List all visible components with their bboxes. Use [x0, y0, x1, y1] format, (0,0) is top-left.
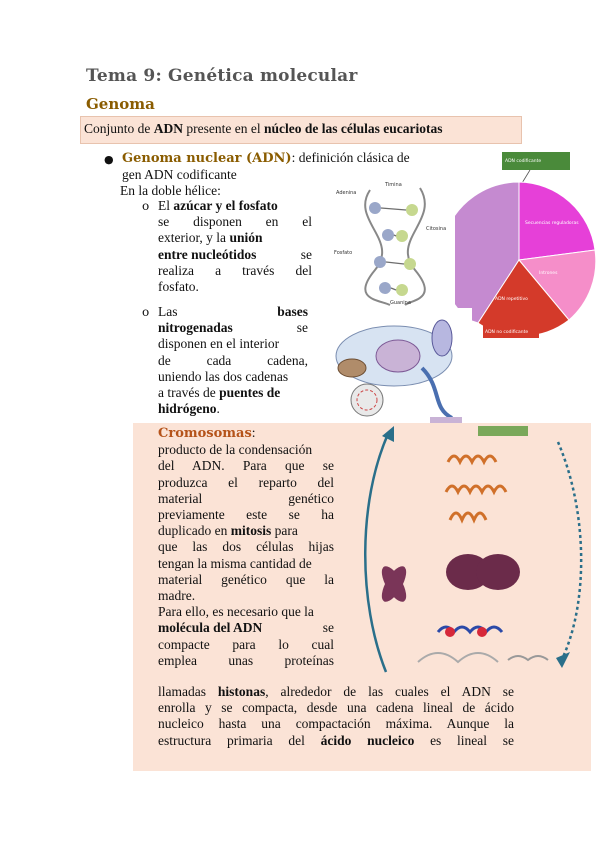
bullet-dot: ●	[104, 153, 114, 166]
dna-label-cytosine: Citosina	[426, 226, 447, 232]
page-title: Tema 9: Genética molecular	[86, 66, 358, 86]
nuclear-genome-heading: Genoma nuclear (ADN): definición clásica de gen ADN codificante	[122, 150, 410, 183]
double-helix-label: En la doble hélice:	[120, 183, 221, 198]
pie-label-repetitive: ADN repetitivo	[495, 297, 528, 302]
sub-bullet-1: o	[142, 199, 150, 213]
pie-label-introns: Intrones	[539, 271, 558, 276]
item-nitrogen-bases: Las bases nitrogenadas se disponen en el interior de cada cadena, uniendo las dos cadenas a través de puentes de hidrógeno.	[158, 304, 308, 417]
pie-label-regulatory: Secuencias reguladoras	[525, 221, 579, 226]
cromosomas-heading: Cromosomas	[158, 426, 252, 441]
genome-pie-figure	[455, 150, 599, 345]
pie-label-coding: ADN codificante	[505, 159, 542, 164]
dna-label-thymine: Timina	[385, 182, 402, 188]
dna-label-phosphate: Fosfato	[334, 250, 353, 256]
definition-text: Conjunto de ADN presente en el núcleo de las células eucariotas	[84, 121, 443, 136]
item-sugar-phosphate: El azúcar y el fosfato se disponen en el exterior, y la unión entre nucleótidos se realiza a través del fosfato.	[158, 198, 312, 295]
dna-label-adenine: Adenina	[336, 190, 357, 196]
pie-label-noncoding: ADN no codificante	[485, 330, 529, 335]
chromosome-condensation-figure	[358, 422, 588, 684]
cromosomas-text-wide: llamadas histonas, alrededor de las cuales el ADN se enrolla y se compacta, desde una cadena lineal de ácido nucleico hasta una compactación máxima. Aunque la estructura primaria del ácido nucleico es lineal se	[158, 684, 514, 748]
section-heading: Genoma	[86, 95, 155, 113]
dna-label-guanine: Guanina	[390, 300, 411, 306]
cromosomas-text: Cromosomas: producto de la condensación del ADN. Para que se produzca el reparto del material genético previamente este se ha duplicado en mitosis para que las dos células hijas tengan la misma cantidad de material genético que la madre. Para ello, es necesario que la molécula del ADN se compacte para lo cual emplea unas proteínas	[158, 425, 334, 668]
sub-bullet-2: o	[142, 305, 150, 319]
dna-helix-figure	[330, 180, 460, 308]
cell-figure	[312, 308, 472, 428]
